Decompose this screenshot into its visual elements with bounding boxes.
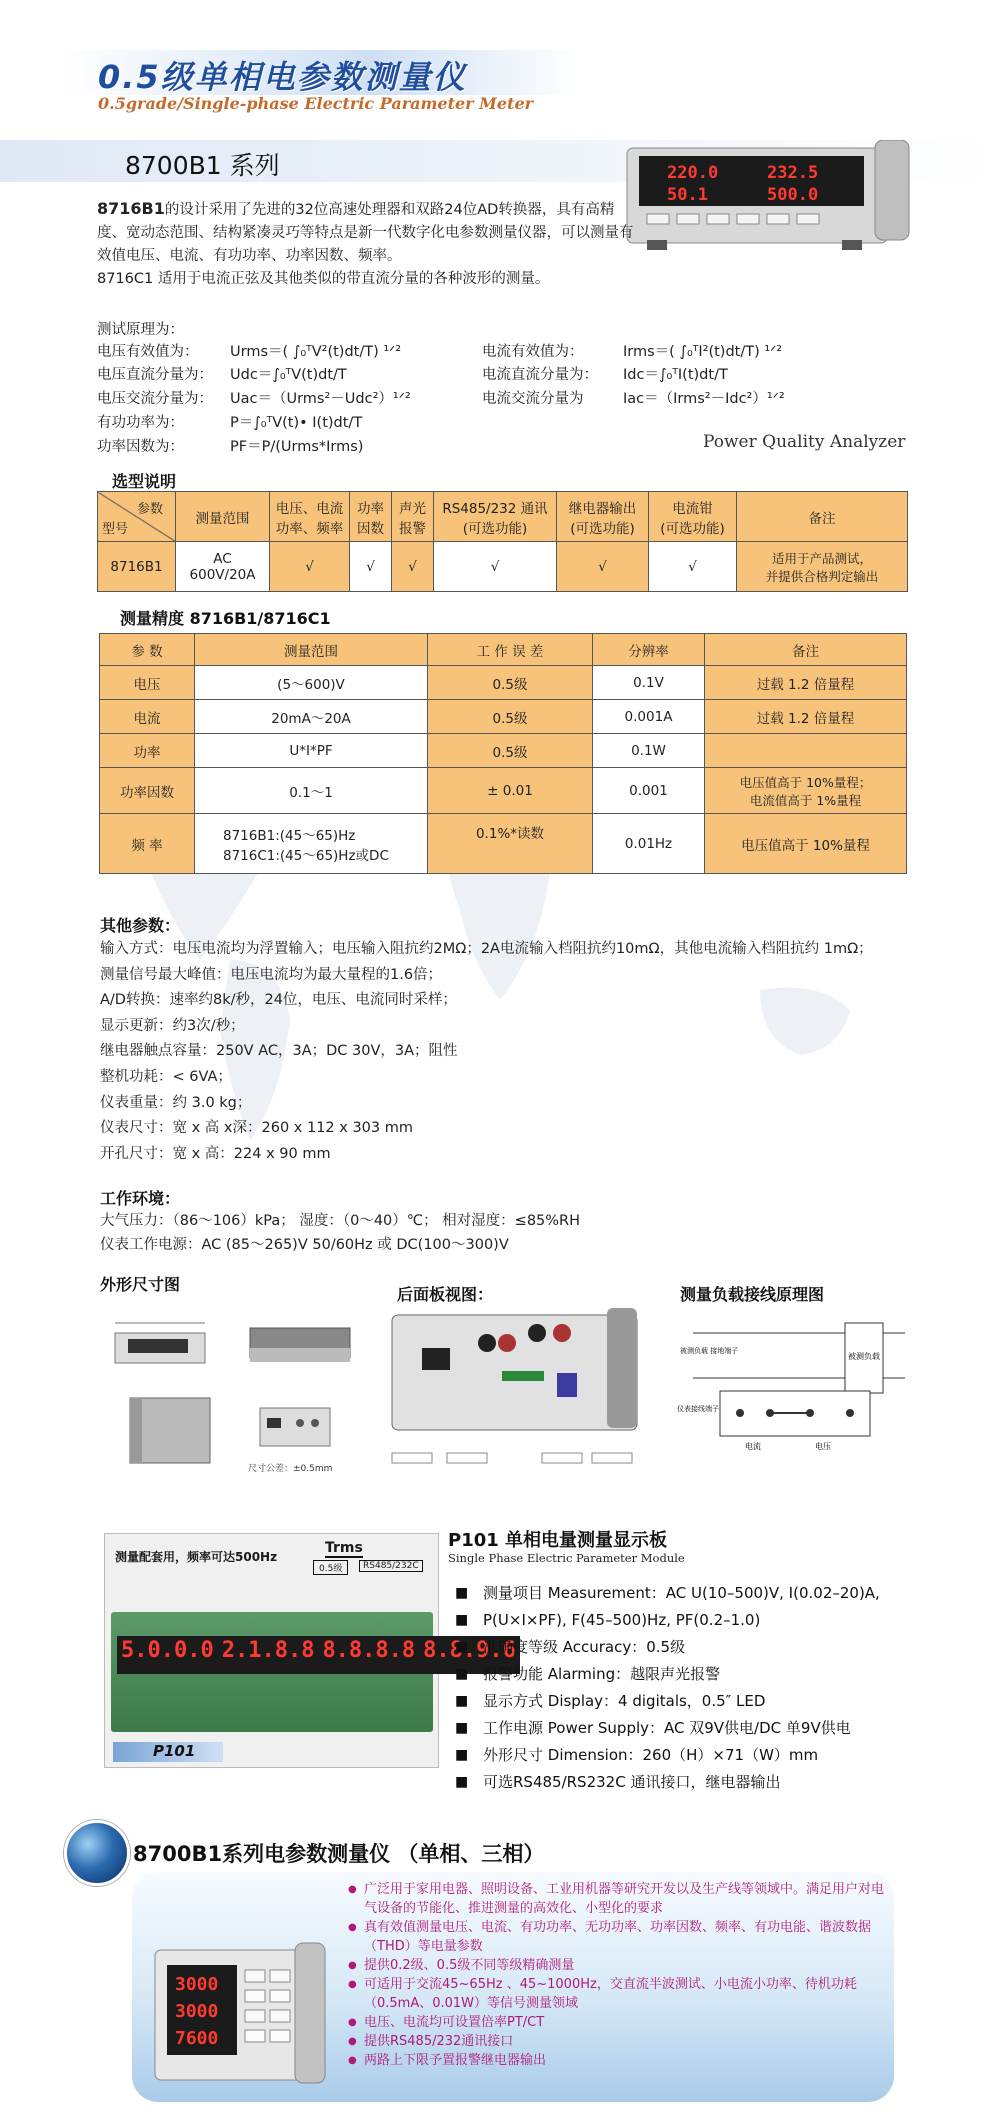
selection-corner-cell — [98, 492, 176, 542]
selection-header-cell: 电流钳 (可选功能) — [649, 492, 737, 542]
formula-label-idc: 电流直流分量为： — [482, 367, 598, 383]
wiring-diagram — [675, 1303, 930, 1453]
accuracy-note: 过载 1.2 倍量程 — [705, 666, 907, 700]
device-readout-1: 220.0 — [667, 163, 719, 183]
p101-spec: ■ 可选RS485/RS232C 通讯接口，继电器输出 — [455, 1769, 965, 1796]
accuracy-range: 8716B1:(45～65)Hz 8716C1:(45～65)Hz或DC — [195, 814, 428, 874]
feature-bullet: ● 提供RS485/232通讯接口 — [348, 2032, 893, 2051]
selection-check: √ — [270, 542, 350, 592]
intro-text-2: 8716C1 适用于电流正弦及其他类似的带直流分量的各种波形的测量。 — [97, 271, 550, 287]
page-subtitle: 0.5grade/Single-phase Electric Parameter Meter — [98, 94, 534, 113]
other-params-title: 其他参数： — [100, 916, 181, 935]
feature-bullet: ● 可适用于交流45~65Hz 、45~1000Hz，交直流半波测试、小电流小功率、待机功耗（0.5mA、0.01W）等信号测量领域 — [348, 1975, 893, 2013]
dimension-drawings — [100, 1303, 370, 1478]
other-param-line: 继电器触点容量：250V AC，3A；DC 30V，3A；阻性 — [100, 1043, 458, 1060]
p101-led-digit: 8.8.9.6 — [419, 1636, 520, 1674]
formula-idc: Idc＝∫₀ᵀI(t)dt/T — [623, 367, 728, 383]
p101-led-digit: 2.1.8.8 — [218, 1636, 319, 1674]
accuracy-row — [100, 700, 907, 734]
accuracy-param: 功率 — [100, 734, 195, 768]
accuracy-error: 0.5级 — [428, 734, 593, 768]
accuracy-range: (5～600)V — [195, 666, 428, 700]
feature-bullet: ● 广泛用于家用电器、照明设备、工业用机器等研究开发以及生产线等领域中。满足用户对电气设备的节能化、推进测量的高效化、小型化的要求 — [348, 1880, 893, 1918]
accuracy-resolution: 0.01Hz — [593, 814, 705, 874]
accuracy-row — [100, 666, 907, 700]
accuracy-header-cell: 工 作 误 差 — [428, 634, 593, 666]
accuracy-title: 测量精度 8716B1/8716C1 — [120, 609, 331, 628]
env-title: 工作环境： — [100, 1189, 181, 1208]
device-readout-4: 500.0 — [767, 185, 819, 205]
accuracy-error: ± 0.01 — [428, 768, 593, 814]
formula-iac: Iac＝（Irms²－Idc²）¹ᐟ² — [623, 391, 785, 407]
accuracy-resolution: 0.001A — [593, 700, 705, 734]
product-caption: Power Quality Analyzer — [703, 432, 906, 452]
formula-label-irms: 电流有效值为： — [482, 344, 584, 360]
p101-label: P101 — [113, 1742, 223, 1762]
accuracy-error: 0.1%*读数 — [428, 814, 593, 874]
selection-table — [97, 491, 908, 592]
formula-label-urms: 电压有效值为： — [97, 344, 199, 360]
formula-pf: PF＝P/(Urms*Irms) — [230, 439, 364, 455]
accuracy-resolution: 0.1W — [593, 734, 705, 768]
p101-led-digit: 5.0.0.0 — [117, 1636, 218, 1674]
bottom-device-readout: 7600 — [175, 2028, 219, 2049]
feature-bullet: ● 提供0.2级、0.5级不同等级精确测量 — [348, 1956, 893, 1975]
p101-led-row — [117, 1636, 516, 1674]
selection-cell: AC 600V/20A — [176, 542, 270, 592]
accuracy-header-cell: 测量范围 — [195, 634, 428, 666]
selection-header-cell: 功率 因数 — [350, 492, 392, 542]
other-param-line: 测量信号最大峰值：电压电流均为最大量程的1.6倍； — [100, 966, 443, 983]
accuracy-row — [100, 734, 907, 768]
selection-check: √ — [350, 542, 392, 592]
selection-data-row — [98, 542, 908, 592]
series-title: 8700B1 系列 — [125, 151, 280, 180]
selection-title: 选型说明 — [112, 472, 177, 491]
selection-corner-top: 参数 — [136, 502, 163, 517]
accuracy-table — [99, 633, 907, 874]
other-param-line: 仪表重量：约 3.0 kg； — [100, 1094, 252, 1111]
p101-circuit-board — [111, 1612, 516, 1732]
other-param-line: 显示更新：约3次/秒； — [100, 1017, 245, 1034]
accuracy-resolution: 0.1V — [593, 666, 705, 700]
dimension-figure-title: 外形尺寸图 — [100, 1275, 181, 1294]
accuracy-note: 过载 1.2 倍量程 — [705, 700, 907, 734]
p101-spec: ■ 报警功能 Alarming：越限声光报警 — [455, 1661, 965, 1688]
wiring-voltage-label: 电压 — [815, 1442, 831, 1451]
selection-header-cell: 继电器输出 (可选功能) — [557, 492, 649, 542]
wiring-left-label-2: 仪表接线端子 — [677, 1405, 719, 1413]
accuracy-param: 频 率 — [100, 814, 195, 874]
p101-subtitle: Single Phase Electric Parameter Module — [448, 1551, 685, 1565]
selection-header-row — [98, 492, 908, 542]
intro-model: 8716B1 — [97, 199, 165, 218]
p101-spec: ■ 测量项目 Measurement：AC U(10–500)V, I(0.02–20)A, — [455, 1580, 965, 1607]
p101-spec-cont — [455, 1607, 965, 1634]
wiring-current-label: 电流 — [745, 1442, 761, 1451]
selection-check: √ — [434, 542, 557, 592]
grade-badge: 0.5级 — [313, 1560, 348, 1575]
other-param-line: A/D转换：速率约8k/秒，24位，电压、电流同时采样； — [100, 992, 457, 1009]
wiring-load-label: 被测负载 — [848, 1352, 880, 1361]
accuracy-header-row — [100, 634, 907, 666]
feature-bullet: ● 电压、电流均可设置倍率PT/CT — [348, 2013, 893, 2032]
globe-icon — [64, 1820, 130, 1886]
accuracy-note: 电压值高于 10%量程； 电流值高于 1%量程 — [705, 768, 907, 814]
other-params-list — [100, 937, 940, 1167]
intro-text: 的设计采用了先进的32位高速处理器和双路24位AD转换器，具有高精度、宽动态范围、结构紧凑灵巧等特点是新一代数字化电参数测量仪器，可以测量有效值电压、电流、有功功率、功率因数、频率。 — [97, 202, 634, 264]
accuracy-range: U*I*PF — [195, 734, 428, 768]
bottom-device-readout: 3000 — [175, 1974, 219, 1995]
p101-spec: ■ 外形尺寸 Dimension：260（H）×71（W）mm — [455, 1742, 965, 1769]
intro-paragraph — [97, 197, 637, 291]
accuracy-row — [100, 768, 907, 814]
formula-irms: Irms＝( ∫₀ᵀI²(t)dt/T) ¹ᐟ² — [623, 344, 783, 360]
rear-panel-image — [387, 1303, 647, 1478]
bottom-device-image — [145, 1935, 335, 2095]
formula-label-p: 有功功率为： — [97, 415, 184, 431]
wiring-left-label-1: 被测负载 接地端子 — [680, 1347, 739, 1355]
feature-bullet: ● 两路上下限予置报警继电器输出 — [348, 2051, 893, 2070]
selection-check: √ — [392, 542, 434, 592]
other-param-line: 开孔尺寸：宽 x 高：224 x 90 mm — [100, 1145, 331, 1162]
selection-header-cell: 备注 — [737, 492, 908, 542]
other-param-line: 整机功耗：< 6VA； — [100, 1068, 232, 1085]
feature-bullets — [348, 1880, 893, 2070]
formula-p: P＝∫₀ᵀV(t)• I(t)dt/T — [230, 415, 363, 431]
p101-spec-list — [455, 1580, 965, 1796]
wiring-diagram-title: 测量负载接线原理图 — [680, 1285, 825, 1304]
accuracy-header-cell: 备注 — [705, 634, 907, 666]
rs-badge: RS485/232C — [359, 1560, 423, 1572]
page-title: 0.5级单相电参数测量仪 — [98, 58, 467, 96]
accuracy-param: 电流 — [100, 700, 195, 734]
other-param-line: 输入方式：电压电流均为浮置输入；电压输入阻抗约2MΩ；2A电流输入档阻抗约10mΩ，其他电流输入档阻抗约 1mΩ； — [100, 941, 873, 957]
accuracy-header-cell: 分辨率 — [593, 634, 705, 666]
selection-note: 适用于产品测试， 并提供合格判定输出 — [737, 542, 908, 592]
selection-model-cell: 8716B1 — [98, 542, 176, 592]
p101-spec: ■ 显示方式 Display：4 digitals，0.5″ LED — [455, 1688, 965, 1715]
formula-uac: Uac＝（Urms²－Udc²）¹ᐟ² — [230, 391, 411, 407]
principle-title: 测试原理为： — [97, 322, 184, 338]
accuracy-error: 0.5级 — [428, 666, 593, 700]
p101-spec: ■ 准确度等级 Accuracy：0.5级 — [455, 1634, 965, 1661]
trms-label: Trms — [325, 1540, 363, 1556]
p101-spec: ■ 工作电源 Power Supply：AC 双9V供电/DC 单9V供电 — [455, 1715, 965, 1742]
selection-header-cell: 声光 报警 — [392, 492, 434, 542]
bottom-device-readout: 3000 — [175, 2001, 219, 2022]
device-illustration — [617, 140, 917, 252]
selection-header-cell: 电压、电流 功率、频率 — [270, 492, 350, 542]
selection-header-cell: 测量范围 — [176, 492, 270, 542]
p101-board-image — [104, 1533, 516, 1768]
selection-check: √ — [557, 542, 649, 592]
accuracy-range: 0.1～1 — [195, 768, 428, 814]
formula-udc: Udc＝∫₀ᵀV(t)dt/T — [230, 367, 347, 383]
p101-led-digit: 8.8.8.8 — [318, 1636, 419, 1674]
bottom-title: 8700B1系列电参数测量仪 （单相、三相） — [133, 1842, 545, 1866]
accuracy-header-cell: 参 数 — [100, 634, 195, 666]
accuracy-note: 电压值高于 10%量程 — [705, 814, 907, 874]
other-param-line: 仪表尺寸：宽 x 高 x深：260 x 112 x 303 mm — [100, 1120, 413, 1137]
formula-label-uac: 电压交流分量为： — [97, 391, 213, 407]
device-readout-2: 232.5 — [767, 163, 819, 183]
rear-panel-title: 后面板视图： — [397, 1285, 494, 1304]
accuracy-error: 0.5级 — [428, 700, 593, 734]
device-readout-3: 50.1 — [667, 185, 708, 205]
formula-urms: Urms＝( ∫₀ᵀV²(t)dt/T) ¹ᐟ² — [230, 344, 402, 360]
accuracy-row — [100, 814, 907, 874]
accuracy-param: 功率因数 — [100, 768, 195, 814]
feature-bullet: ● 真有效值测量电压、电流、有功功率、无功功率、功率因数、频率、有功电能、谐波数据（THD）等电量参数 — [348, 1918, 893, 1956]
env-list — [100, 1209, 940, 1257]
formula-label-iac: 电流交流分量为 — [482, 391, 584, 407]
selection-check: √ — [649, 542, 737, 592]
selection-corner-bottom: 型号 — [102, 522, 129, 537]
selection-header-cell: RS485/232 通讯 (可选功能) — [434, 492, 557, 542]
formula-label-udc: 电压直流分量为： — [97, 367, 213, 383]
accuracy-range: 20mA～20A — [195, 700, 428, 734]
accuracy-resolution: 0.001 — [593, 768, 705, 814]
accuracy-note — [705, 734, 907, 768]
p101-spec-text: P(U×I×PF), F(45–500)Hz, PF(0.2–1.0) — [483, 1611, 761, 1629]
p101-title: P101 单相电量测量显示板 — [448, 1530, 668, 1551]
p101-board-note: 测量配套用，频率可达500Hz — [115, 1550, 278, 1564]
env-line: 大气压力：（86～106）kPa； 湿度：（0～40）℃； 相对湿度：≤85%RH — [100, 1213, 581, 1229]
accuracy-param: 电压 — [100, 666, 195, 700]
formula-label-pf: 功率因数为： — [97, 439, 184, 455]
dimension-tolerance: 尺寸公差：±0.5mm — [248, 1464, 333, 1474]
env-line: 仪表工作电源：AC (85～265)V 50/60Hz 或 DC(100～300)V — [100, 1237, 509, 1253]
